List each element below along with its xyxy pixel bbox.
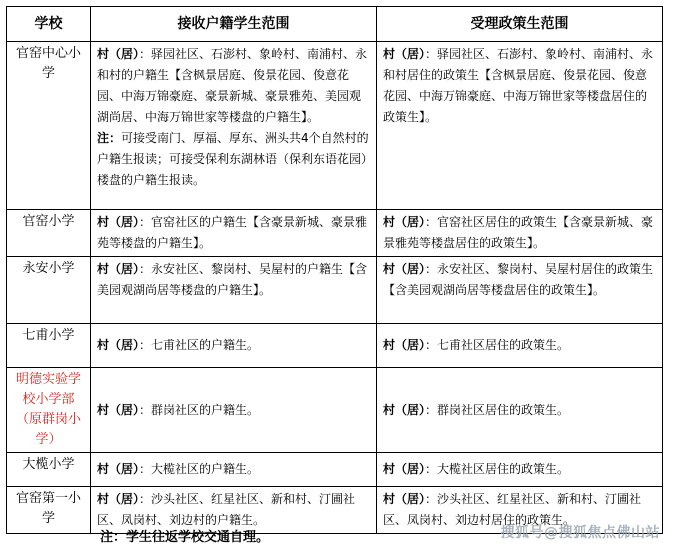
household-scope-cell: 村（居）：沙头社区、红星社区、新和村、汀圃社区、凤岗村、刘边村的户籍生。 — [91, 487, 377, 534]
table-row — [7, 368, 663, 453]
household-note-text: 可接受南门、厚福、厚东、洲头共4个自然村的户籍生报读；可接受保利东湖林语（保利东语花园）楼盘的户籍生报读。 — [97, 131, 369, 187]
village-lead-label: 村（居） — [383, 338, 426, 352]
school-name: 官窑小学 — [7, 210, 91, 257]
village-lead-label: 村（居） — [383, 492, 426, 506]
village-lead-label: 村（居） — [383, 47, 426, 61]
policy-scope-cell: 村（居）：大榄社区居住的政策生。 — [377, 453, 663, 487]
village-lead-label: 村（居） — [97, 402, 140, 417]
village-lead-label: 村（居） — [97, 262, 140, 276]
household-scope-text: 村（居）：驿园社区、石澎村、象岭村、南浦村、永和村的户籍生【含枫景居庭、俊景花园、俊意花园、中海万锦豪庭、豪景新城、豪景雅苑、美园观湖尚居、中海万锦世家等楼盘的户籍生】。 — [97, 47, 368, 124]
header-household-scope: 接收户籍学生范围 — [91, 7, 377, 42]
village-lead-label: 村（居） — [97, 215, 140, 229]
policy-scope-cell: 村（居）：驿园社区、石澎村、象岭村、南浦村、永和村居住的政策生【含枫景居庭、俊景花园、俊意花园、中海万锦豪庭、中海万锦世家等楼盘居住的政策生】。 — [377, 42, 663, 210]
table-row — [7, 42, 663, 210]
household-note-label: 注： — [97, 131, 122, 145]
enrollment-zone-table — [6, 6, 663, 534]
school-name: 官窑第一小学 — [7, 487, 91, 534]
watermark-text: 搜狐号@搜狐焦点佛山站 — [500, 525, 660, 541]
school-name: 七甫小学 — [7, 324, 91, 368]
school-name-highlighted: 明德实验学校小学部（原群岗小学） — [7, 368, 91, 453]
village-lead-label: 村（居） — [383, 215, 426, 229]
school-name: 官窑中心小学 — [7, 42, 91, 210]
household-note — [97, 128, 370, 191]
table-header-row — [7, 7, 663, 42]
household-scope-cell: 村（居）：群岗社区的户籍生。 — [91, 368, 377, 453]
header-policy-scope: 受理政策生范围 — [377, 7, 663, 42]
household-scope-cell: 村（居）：七甫社区的户籍生。 — [91, 324, 377, 368]
school-name: 永安小学 — [7, 257, 91, 324]
household-scope-cell: 村（居）：永安社区、黎岗村、吴屋村的户籍生【含美园观湖尚居等楼盘的户籍生】。 — [91, 257, 377, 324]
village-lead-label: 村（居） — [383, 262, 426, 276]
household-scope-cell — [91, 42, 377, 210]
household-scope-cell: 村（居）：大榄社区的户籍生。 — [91, 453, 377, 487]
footnote: 注：学生往返学校交通自理。 — [100, 530, 270, 545]
table-row — [7, 257, 663, 324]
policy-scope-cell: 村（居）：官窑社区居住的政策生【含豪景新城、豪景雅苑等楼盘居住的政策生】。 — [377, 210, 663, 257]
village-lead-label: 村（居） — [97, 338, 140, 352]
village-lead-label: 村（居） — [97, 492, 140, 506]
school-name: 大榄小学 — [7, 453, 91, 487]
household-scope-cell: 村（居）：官窑社区的户籍生【含豪景新城、豪景雅苑等楼盘的户籍生】。 — [91, 210, 377, 257]
village-lead-label: 村（居） — [383, 462, 426, 476]
table-row — [7, 210, 663, 257]
table-row — [7, 453, 663, 487]
policy-scope-cell: 村（居）：群岗社区居住的政策生。 — [377, 368, 663, 453]
policy-scope-cell: 村（居）：七甫社区居住的政策生。 — [377, 324, 663, 368]
village-lead-label: 村（居） — [97, 47, 140, 61]
policy-scope-cell: 村（居）：永安社区、黎岗村、吴屋村居住的政策生【含美园观湖尚居等楼盘居住的政策生】。 — [377, 257, 663, 324]
table-row — [7, 324, 663, 368]
village-lead-label: 村（居） — [383, 402, 426, 417]
policy-scope-cell: 村（居）：沙头社区、红星社区、新和村、汀圃社区、凤岗村、刘边村居住的政策生。 — [377, 487, 663, 534]
village-lead-label: 村（居） — [97, 462, 140, 476]
header-school: 学校 — [7, 7, 91, 42]
